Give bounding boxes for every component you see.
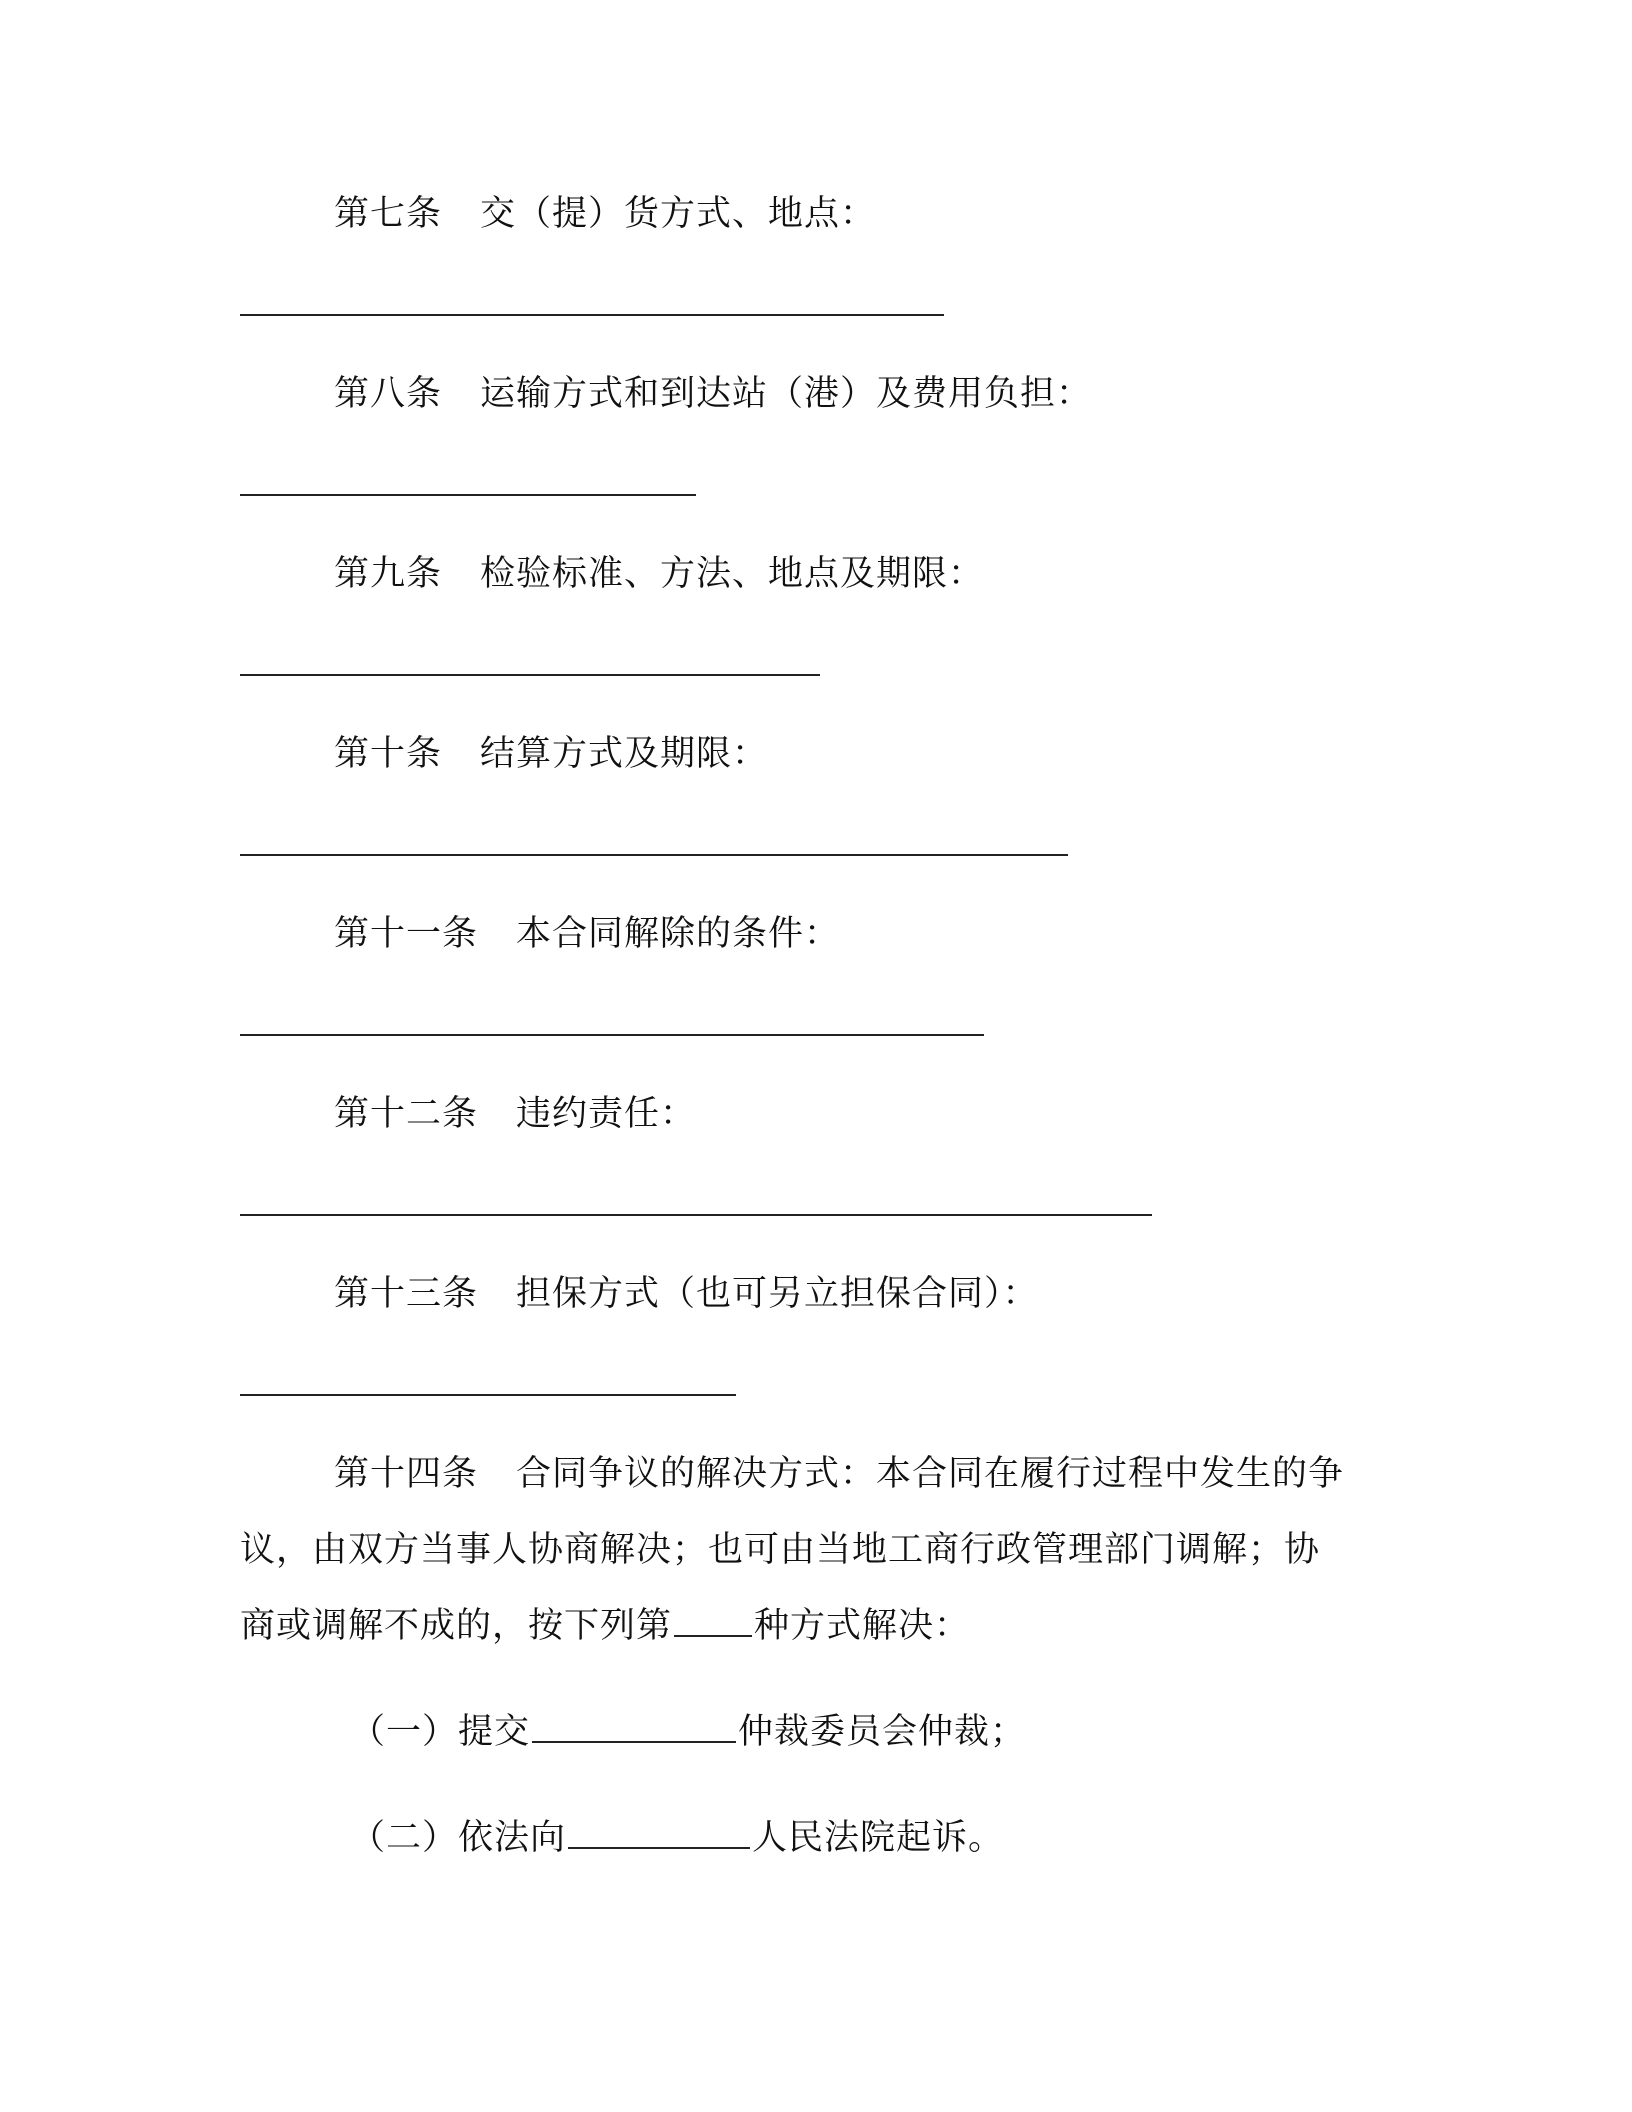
option-arbitration xyxy=(350,1710,1026,1754)
article-8-heading xyxy=(334,372,1092,416)
article-number: 第十三条 xyxy=(334,1274,479,1314)
option-text-post: 仲裁委员会仲裁； xyxy=(738,1712,1027,1752)
option-text-pre: 提交 xyxy=(458,1712,531,1752)
article-title: 检验标准、方法、地点及期限： xyxy=(480,554,985,594)
article-number: 第七条 xyxy=(334,194,443,234)
article-7-heading xyxy=(334,192,876,236)
article-9-fill-blank[interactable] xyxy=(240,674,820,676)
article-13-fill-blank[interactable] xyxy=(240,1394,736,1396)
article-14-text-2: 议，由双方当事人协商解决；也可由当地工商行政管理部门调解；协 xyxy=(240,1530,1321,1570)
article-11-heading xyxy=(334,912,840,956)
option-text-post: 人民法院起诉。 xyxy=(752,1818,1005,1858)
article-12-fill-blank[interactable] xyxy=(240,1214,1152,1216)
option-text-pre: 依法向 xyxy=(458,1818,567,1858)
article-7-fill-blank[interactable] xyxy=(240,314,944,316)
article-12-heading xyxy=(334,1092,696,1136)
option-court xyxy=(350,1816,1004,1860)
article-title: 担保方式（也可另立担保合同）： xyxy=(516,1274,1039,1314)
court-name-blank[interactable] xyxy=(568,1817,750,1849)
article-number: 第十二条 xyxy=(334,1094,479,1134)
article-title: 运输方式和到达站（港）及费用负担： xyxy=(480,374,1093,414)
article-14-text-1: 合同争议的解决方式：本合同在履行过程中发生的争 xyxy=(516,1454,1345,1494)
article-14-text-3-pre: 商或调解不成的，按下列第 xyxy=(240,1606,673,1646)
article-title: 违约责任： xyxy=(516,1094,697,1134)
article-number: 第十条 xyxy=(334,734,443,774)
article-11-fill-blank[interactable] xyxy=(240,1034,984,1036)
option-label: （一） xyxy=(350,1712,459,1752)
article-8-fill-blank[interactable] xyxy=(240,494,696,496)
article-14-line-3 xyxy=(240,1604,970,1648)
article-number: 第八条 xyxy=(334,374,443,414)
article-title: 结算方式及期限： xyxy=(480,734,769,774)
dispute-method-number-blank[interactable] xyxy=(674,1605,752,1637)
article-number: 第十一条 xyxy=(334,914,479,954)
article-10-fill-blank[interactable] xyxy=(240,854,1068,856)
option-label: （二） xyxy=(350,1818,459,1858)
arbitration-committee-blank[interactable] xyxy=(532,1711,736,1743)
article-title: 本合同解除的条件： xyxy=(516,914,841,954)
article-14-text-3-post: 种方式解决： xyxy=(754,1606,971,1646)
article-10-heading xyxy=(334,732,768,776)
article-title: 交（提）货方式、地点： xyxy=(480,194,877,234)
article-9-heading xyxy=(334,552,984,596)
article-14-line-1 xyxy=(334,1452,1344,1496)
article-14-line-2 xyxy=(240,1528,1320,1572)
article-13-heading xyxy=(334,1272,1039,1316)
article-number: 第九条 xyxy=(334,554,443,594)
article-number: 第十四条 xyxy=(334,1454,479,1494)
